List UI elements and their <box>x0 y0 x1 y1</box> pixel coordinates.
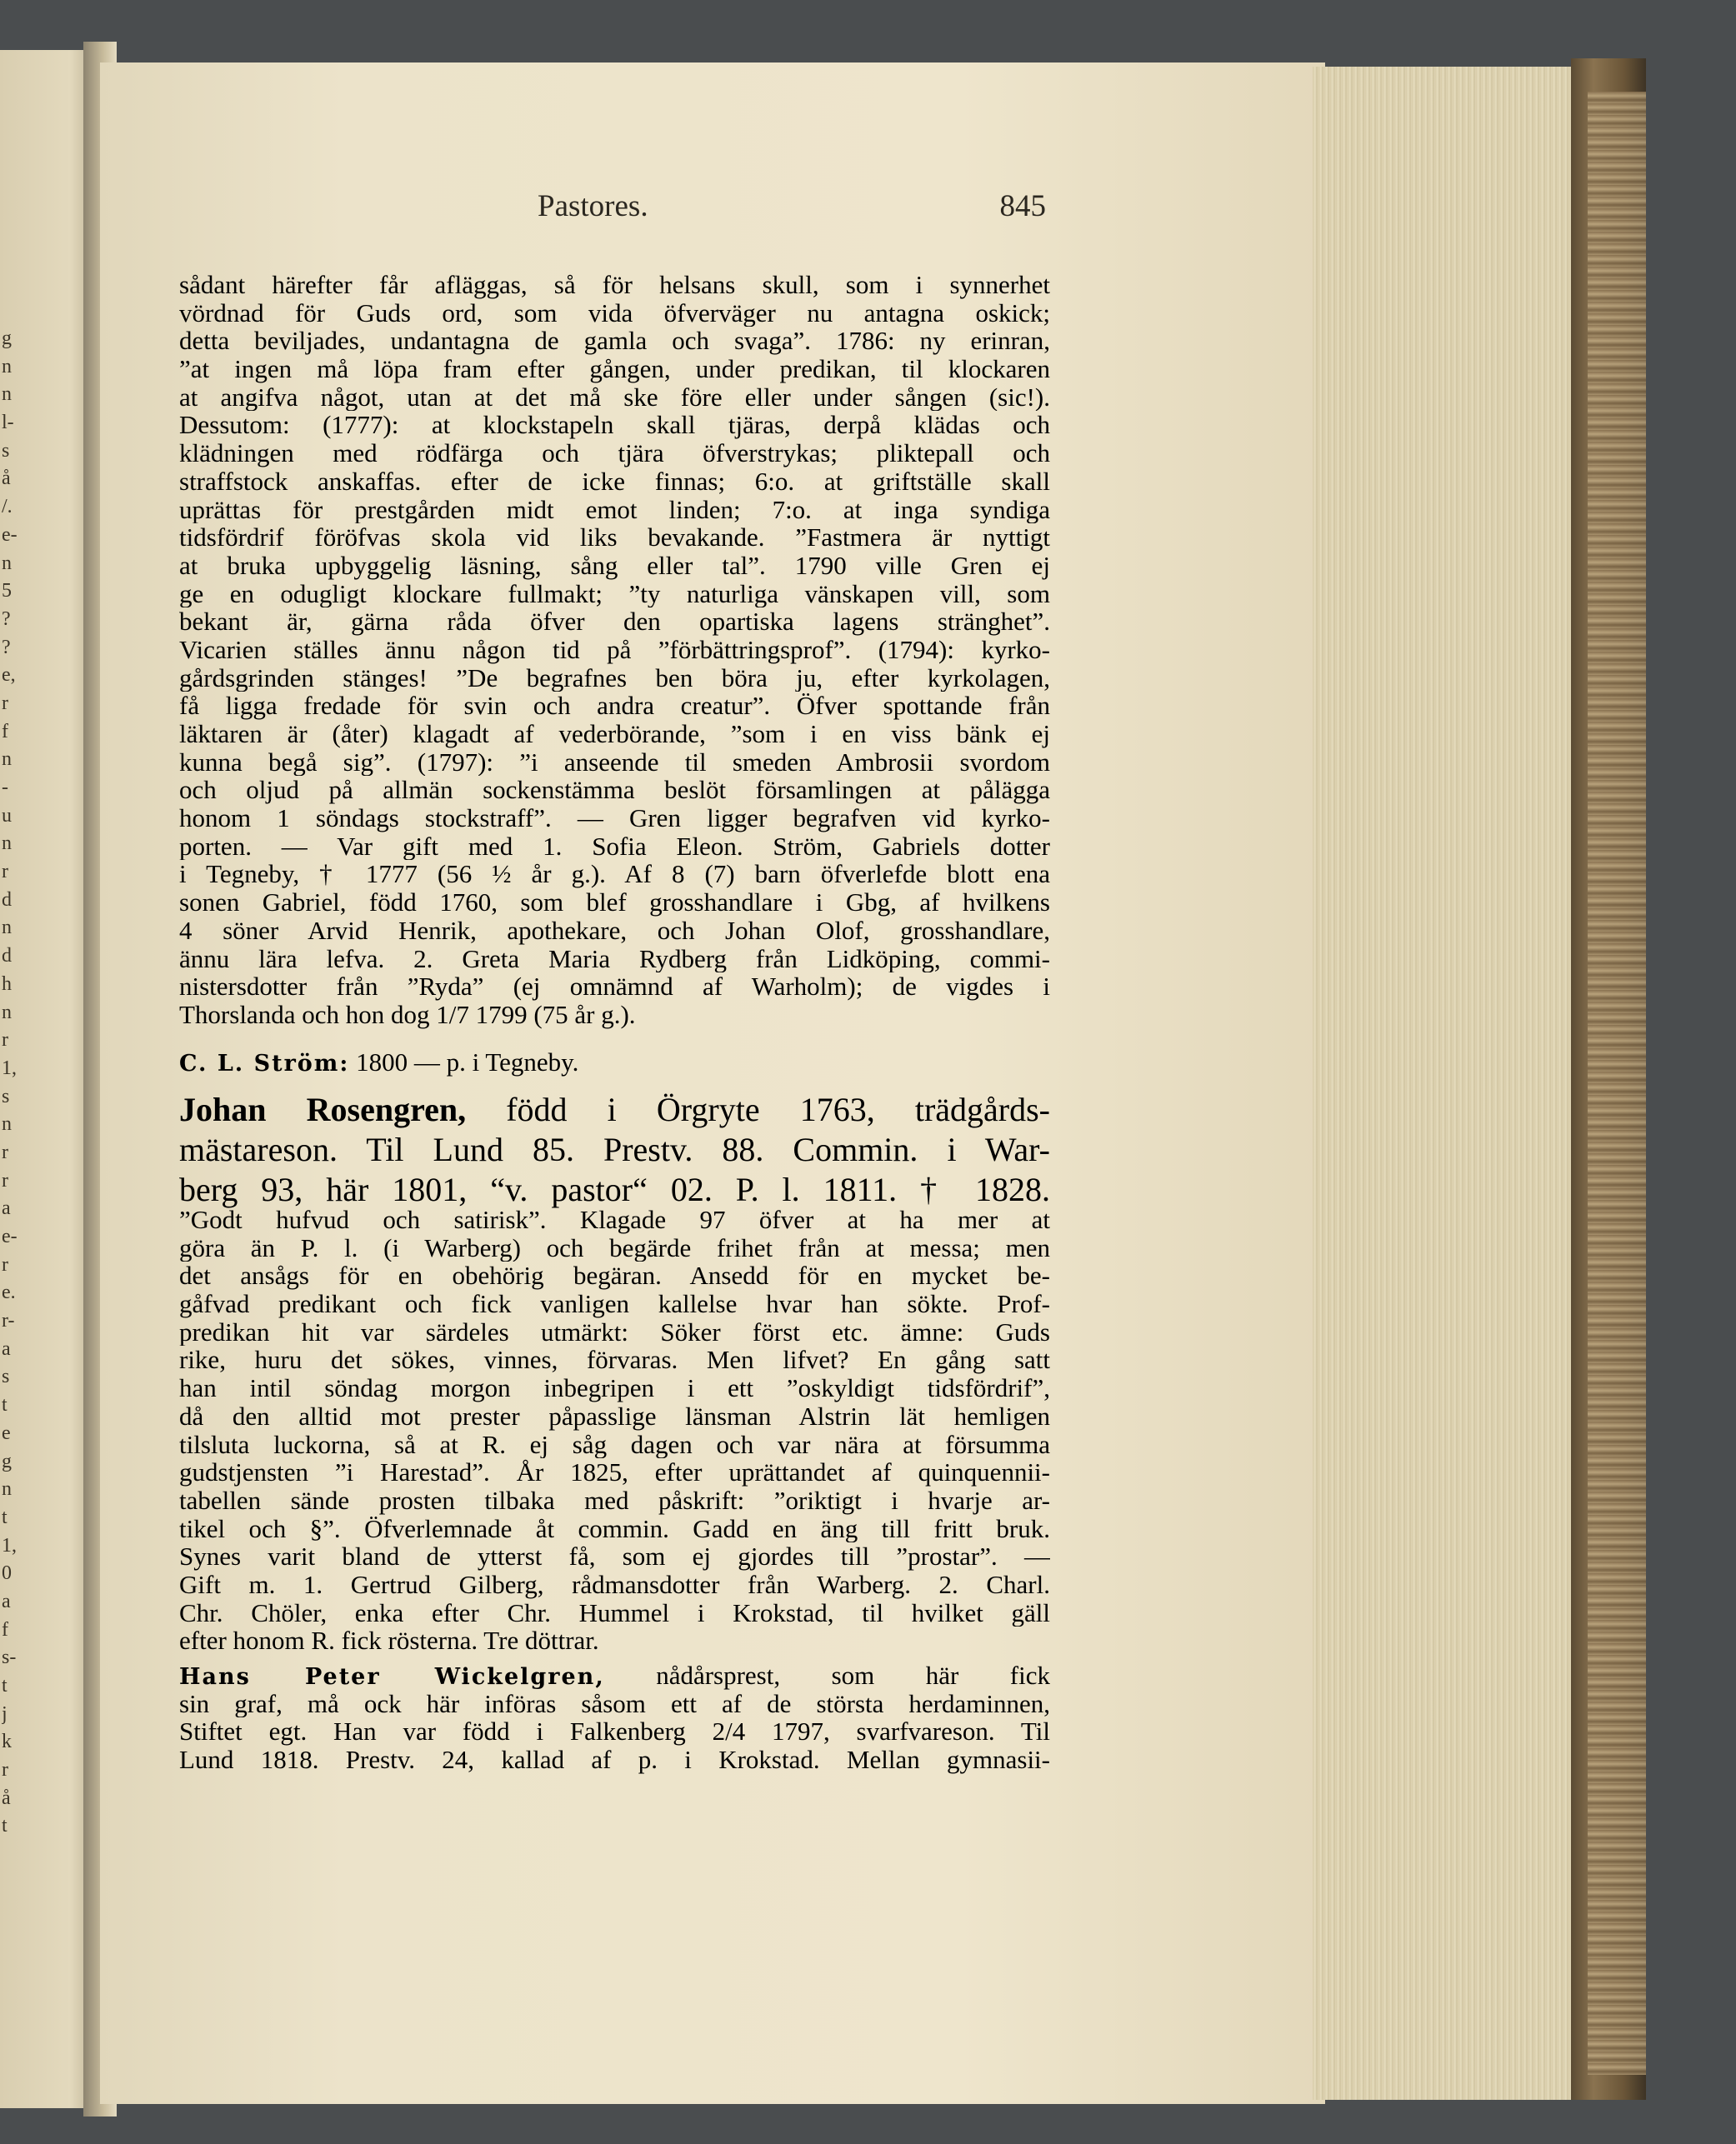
left-fragment: g <box>2 1450 12 1472</box>
text-line: då den alltid mot prester påpasslige länsman Alstrin lät hemligen <box>179 1402 1050 1431</box>
left-fragment: /. <box>2 496 13 518</box>
text-line: nistersdotter från ”Ryda” (ej omnämnd af Warholm); de vigdes i <box>179 972 1050 1001</box>
entry-wickelgren-line: nådårsprest, som här fick <box>604 1662 1050 1690</box>
text-line: och oljud på allmän sockenstämma beslöt församlingen at pålägga <box>179 776 1050 805</box>
left-fragment: n <box>2 383 12 406</box>
left-fragment: s- <box>2 1647 17 1669</box>
left-fragment: e. <box>2 1282 16 1304</box>
left-fragment: h <box>2 972 12 995</box>
text-line: vördnad för Guds ord, som vida öfverväger nu antagna oskick; <box>179 298 1050 327</box>
text-line: efter honom R. fick rösterna. Tre döttrar. <box>179 1627 599 1655</box>
text-line: honom 1 söndags stockstraff”. — Gren ligger begrafven vid kyrko- <box>179 804 1050 832</box>
text-line: sådant härefter får afläggas, så för helsans skull, som i synnerhet <box>179 271 1050 299</box>
left-fragment: n <box>2 1113 12 1136</box>
running-head-title: Pastores. <box>538 189 648 223</box>
text-line: 4 söner Arvid Henrik, apothekare, och Johan Olof, grosshandlare, <box>179 916 1050 945</box>
text-line: klädningen med rödfärga och tjära öfverstrykas; pliktepall och <box>179 439 1050 467</box>
text-line: göra än P. l. (i Warberg) och begärde frihet från at messa; men <box>179 1233 1050 1262</box>
text-line: kunna begå sig”. (1797): ”i anseende til smeden Ambrosii svordom <box>179 747 1050 777</box>
left-fragment: r <box>2 1253 8 1276</box>
text-line: han intil söndag morgon inbegripen i ett ”oskyldigt tidsfördrif”, <box>179 1374 1050 1402</box>
text-line: det ansågs för en obehörig begäran. Ansedd för en mycket be- <box>179 1262 1050 1291</box>
left-fragment: å <box>2 467 11 490</box>
text-line: Dessutom: (1777): at klockstapeln skall tjäras, derpå klädas och <box>179 411 1050 440</box>
text-line: gåfvad predikant och fick vanligen kallelse hvar han sökte. Prof- <box>179 1290 1050 1318</box>
left-fragment: e <box>2 1422 11 1444</box>
left-fragment: e- <box>2 523 18 546</box>
page-number: 845 <box>999 189 1046 223</box>
entry-wickelgren <box>179 1662 1050 1774</box>
succession-name: C. L. Ström: <box>179 1051 350 1077</box>
left-fragment: n <box>2 1001 12 1023</box>
entry-rosengren-header-line: född i Örgryte 1763, trädgårds- <box>466 1091 1050 1128</box>
left-fragment: e, <box>2 664 16 687</box>
text-line: straffstock anskaffas. efter de icke finnas; 6:o. at griftställe skall <box>179 467 1050 496</box>
left-fragment: r <box>2 861 8 883</box>
paragraph-gren-continuation <box>179 271 1050 1029</box>
text-line: bekant är, gärna råda öfver den opartiska lagens stränghet”. <box>179 607 1050 636</box>
left-fragment: l- <box>2 412 14 434</box>
left-fragment: g <box>2 327 12 349</box>
left-fragment: j <box>2 1702 8 1725</box>
entry-rosengren-name: Johan Rosengren, <box>179 1091 467 1128</box>
left-fragment: å <box>2 1787 11 1809</box>
left-fragment: - <box>2 777 8 798</box>
left-fragment: s <box>2 1366 10 1388</box>
left-fragment: ? <box>2 607 11 630</box>
text-line: ge en odugligt klockare fullmakt; ”ty naturliga vänskapen vill, som <box>179 579 1050 608</box>
left-fragment: 5 <box>2 580 12 602</box>
text-line: ”Godt hufvud och satirisk”. Klagade 97 öfver at ha mer at <box>179 1206 1050 1234</box>
text-line: tidsfördrif föröfvas skola vid liks bevakande. ”Fastmera är nyttigt <box>179 523 1050 552</box>
text-line: få ligga fredade för svin och andra creatur”. Öfver spottande från <box>179 692 1050 720</box>
left-fragment: n <box>2 552 12 574</box>
left-fragment: n <box>2 355 12 377</box>
left-fragment: r <box>2 1141 8 1163</box>
left-fragment: a <box>2 1337 11 1360</box>
text-line: gudstjensten ”i Harestad”. År 1825, efter uprättandet af quinquennii- <box>179 1458 1050 1487</box>
entry-wickelgren-line: sin graf, må ock här införas såsom ett af de största herdaminnen, <box>179 1689 1050 1718</box>
entry-wickelgren-line: Lund 1818. Prestv. 24, kallad af p. i Krokstad. Mellan gymnasii- <box>179 1746 1050 1774</box>
left-fragment: a <box>2 1197 11 1220</box>
text-line: uprättas för prestgården midt emot linden; 7:o. at inga syndiga <box>179 495 1050 524</box>
left-fragment: a <box>2 1590 11 1612</box>
left-fragment: f <box>2 720 8 742</box>
text-line: Vicarien ställes ännu någon tid på ”förbättringsprof”. (1794): kyrko- <box>179 635 1050 664</box>
left-fragment: e- <box>2 1226 18 1247</box>
left-fragment: ? <box>2 636 11 658</box>
text-line: tabellen sände prosten tilbaka med påskrift: ”oriktigt i hvarje ar- <box>179 1486 1050 1515</box>
left-fragment: 1, <box>2 1534 17 1557</box>
text-line: i Tegneby, † 1777 (56 ½ år g.). Af 8 (7) barn öfverlefde blott ena <box>179 860 1050 889</box>
left-fragment: r <box>2 1759 8 1782</box>
entry-wickelgren-line: Stiftet egt. Han var född i Falkenberg 2/4 1797, svarfvareson. Til <box>179 1717 1050 1747</box>
text-line: Synes varit bland de ytterst få, som ej gjordes till ”prostar”. — <box>179 1542 1050 1571</box>
left-fragment: 1, <box>2 1057 17 1079</box>
page-edge-stack <box>1313 67 1571 2100</box>
entry-wickelgren-name: Hans Peter Wickelgren, <box>179 1664 605 1690</box>
left-fragment: r- <box>2 1310 15 1332</box>
text-line: gårdsgrinden stänges! ”De begrafnes ben böra ju, efter kyrkolagen, <box>179 663 1050 692</box>
left-fragment: n <box>2 1478 12 1501</box>
left-fragment: r <box>2 1029 8 1052</box>
left-fragment: u <box>2 804 12 827</box>
text-line: sonen Gabriel, född 1760, som blef grosshandlare i Gbg, af hvilkens <box>179 888 1050 917</box>
text-line: at angifva något, utan at det må ske före eller under sången (sic!). <box>179 382 1050 412</box>
entry-rosengren-body <box>179 1206 1050 1655</box>
left-fragment: n <box>2 917 12 939</box>
left-fragment: t <box>2 1815 8 1837</box>
left-fragment: s <box>2 1085 10 1107</box>
text-line: detta beviljades, undantagna de gamla och svaga”. 1786: ny erinran, <box>179 327 1050 356</box>
entry-rosengren-header <box>179 1090 1050 1210</box>
text-line: at bruka upbyggelig läsning, sång eller tal”. 1790 ville Gren ej <box>179 551 1050 580</box>
text-line: ”at ingen må löpa fram efter gången, under predikan, til klockaren <box>179 355 1050 383</box>
left-fragment: t <box>2 1394 8 1417</box>
text-line: läktaren är (åter) klagadt af vederbörande, ”som i en viss bänk ej <box>179 720 1050 748</box>
running-head <box>179 188 1046 225</box>
succession-text: 1800 — p. i Tegneby. <box>349 1047 579 1077</box>
entry-rosengren-header-line: berg 93, här 1801, “v. pastor“ 02. P. l. 1811. † 1828. <box>179 1171 1050 1208</box>
left-fragment: f <box>2 1618 8 1641</box>
left-fragment: t <box>2 1675 8 1697</box>
left-fragment: d <box>2 888 12 911</box>
entry-rosengren-header-line: mästareson. Til Lund 85. Prestv. 88. Commin. i War- <box>179 1131 1050 1168</box>
left-fragment: k <box>2 1731 12 1753</box>
text-line: Chr. Chöler, enka efter Chr. Hummel i Krokstad, til hvilket gäll <box>179 1598 1050 1627</box>
marbled-cover-board <box>1588 92 1646 2075</box>
left-fragment: s <box>2 439 10 462</box>
left-fragment: n <box>2 748 12 771</box>
text-line: predikan hit var särdeles utmärkt: Söker först etc. ämne: Guds <box>179 1317 1050 1347</box>
text-line: rike, huru det sökes, vinnes, förvaras. Men lifvet? En gång satt <box>179 1346 1050 1375</box>
left-fragment: t <box>2 1506 8 1528</box>
text-line: porten. — Var gift med 1. Sofia Eleon. Ström, Gabriels dotter <box>179 832 1050 861</box>
left-fragment: 0 <box>2 1562 12 1585</box>
left-fragment: n <box>2 832 12 855</box>
text-line: Gift m. 1. Gertrud Gilberg, rådmansdotter från Warberg. 2. Charl. <box>179 1570 1050 1599</box>
text-line: ännu lära lefva. 2. Greta Maria Rydberg från Lidköping, commi- <box>179 944 1050 973</box>
left-page-text-fragments <box>2 325 23 1841</box>
text-line: tikel och §”. Öfverlemnade åt commin. Gadd en äng till fritt bruk. <box>179 1514 1050 1543</box>
text-line: tilsluta luckorna, så at R. ej såg dagen och var nära at försumma <box>179 1430 1050 1459</box>
text-line: Thorslanda och hon dog 1/7 1799 (75 år g.). <box>179 1000 636 1029</box>
succession-line <box>179 1046 1050 1081</box>
left-fragment: d <box>2 945 12 967</box>
left-fragment: r <box>2 692 8 714</box>
left-fragment: r <box>2 1169 8 1192</box>
